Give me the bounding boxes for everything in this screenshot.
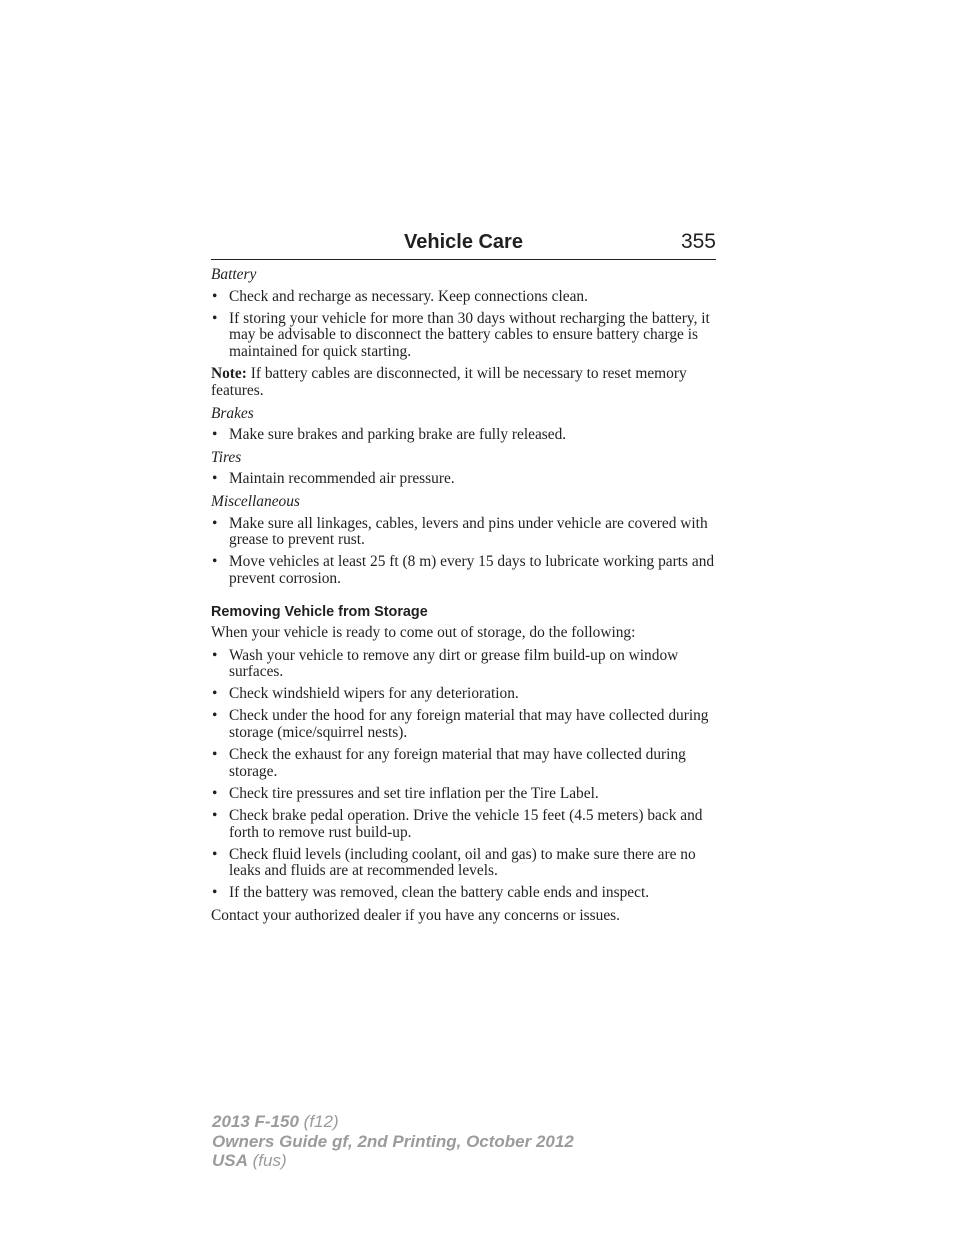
heading-removing-vehicle-from-storage: Removing Vehicle from Storage — [211, 603, 428, 620]
footer-region-line — [212, 1151, 574, 1171]
footer-model: 2013 F-150 — [212, 1112, 299, 1131]
subheading-battery: Battery — [211, 266, 257, 283]
closing-text: Contact your authorized dealer if you have any concerns or issues. — [211, 906, 620, 924]
tires-list — [211, 471, 717, 488]
list-item: • Move vehicles at least 25 ft (8 m) every 15 days to lubricate working parts and prevent corrosion. — [211, 554, 717, 587]
footer-model-line — [212, 1112, 574, 1132]
battery-note — [211, 366, 717, 399]
battery-list — [211, 289, 717, 361]
page-number: 355 — [680, 230, 716, 253]
footer-model-code: (f12) — [298, 1112, 339, 1131]
footer-guide: Owners Guide gf, 2nd Printing, October 2012 — [212, 1131, 574, 1151]
subheading-miscellaneous: Miscellaneous — [211, 493, 300, 511]
list-item: • If storing your vehicle for more than 30 days without recharging the battery, it may be advisable to disconnect the battery cables to ensure battery charge is maintained for quick starting. — [211, 311, 717, 361]
subheading-tires: Tires — [211, 448, 242, 466]
list-item: • Make sure all linkages, cables, levers and pins under vehicle are covered with grease to prevent rust. — [211, 516, 717, 549]
list-item: • Wash your vehicle to remove any dirt or grease film build-up on window surfaces. — [211, 648, 717, 681]
list-item: • Maintain recommended air pressure. — [211, 471, 717, 488]
page-header — [211, 228, 716, 260]
footer-region-code: (fus) — [247, 1151, 287, 1170]
list-item: • Make sure brakes and parking brake are fully released. — [211, 427, 717, 444]
misc-list — [211, 516, 717, 588]
footer-region: USA — [212, 1151, 248, 1170]
page-content — [211, 267, 717, 931]
list-item: • Check the exhaust for any foreign material that may have collected during storage. — [211, 747, 717, 780]
note-label: Note: — [211, 365, 247, 383]
section-title: Vehicle Care — [404, 231, 523, 253]
list-item: • Check under the hood for any foreign material that may have collected during storage (mice/squirrel nests). — [211, 708, 717, 741]
page-footer — [212, 1112, 574, 1171]
note-text: If battery cables are disconnected, it will be necessary to reset memory features. — [211, 365, 687, 400]
subheading-brakes: Brakes — [211, 404, 254, 422]
removing-list — [211, 648, 717, 902]
list-item: • Check brake pedal operation. Drive the vehicle 15 feet (4.5 meters) back and forth to remove rust build-up. — [211, 808, 717, 841]
list-item: • Check tire pressures and set tire inflation per the Tire Label. — [211, 786, 717, 803]
removing-intro: When your vehicle is ready to come out of storage, do the following: — [211, 624, 636, 642]
list-item: • Check fluid levels (including coolant, oil and gas) to make sure there are no leaks and fluids are at recommended levels. — [211, 847, 717, 880]
brakes-list — [211, 427, 717, 444]
list-item: • If the battery was removed, clean the battery cable ends and inspect. — [211, 885, 717, 902]
list-item: • Check windshield wipers for any deterioration. — [211, 686, 717, 703]
footer-guide-line — [212, 1132, 574, 1152]
list-item: • Check and recharge as necessary. Keep connections clean. — [211, 289, 717, 306]
